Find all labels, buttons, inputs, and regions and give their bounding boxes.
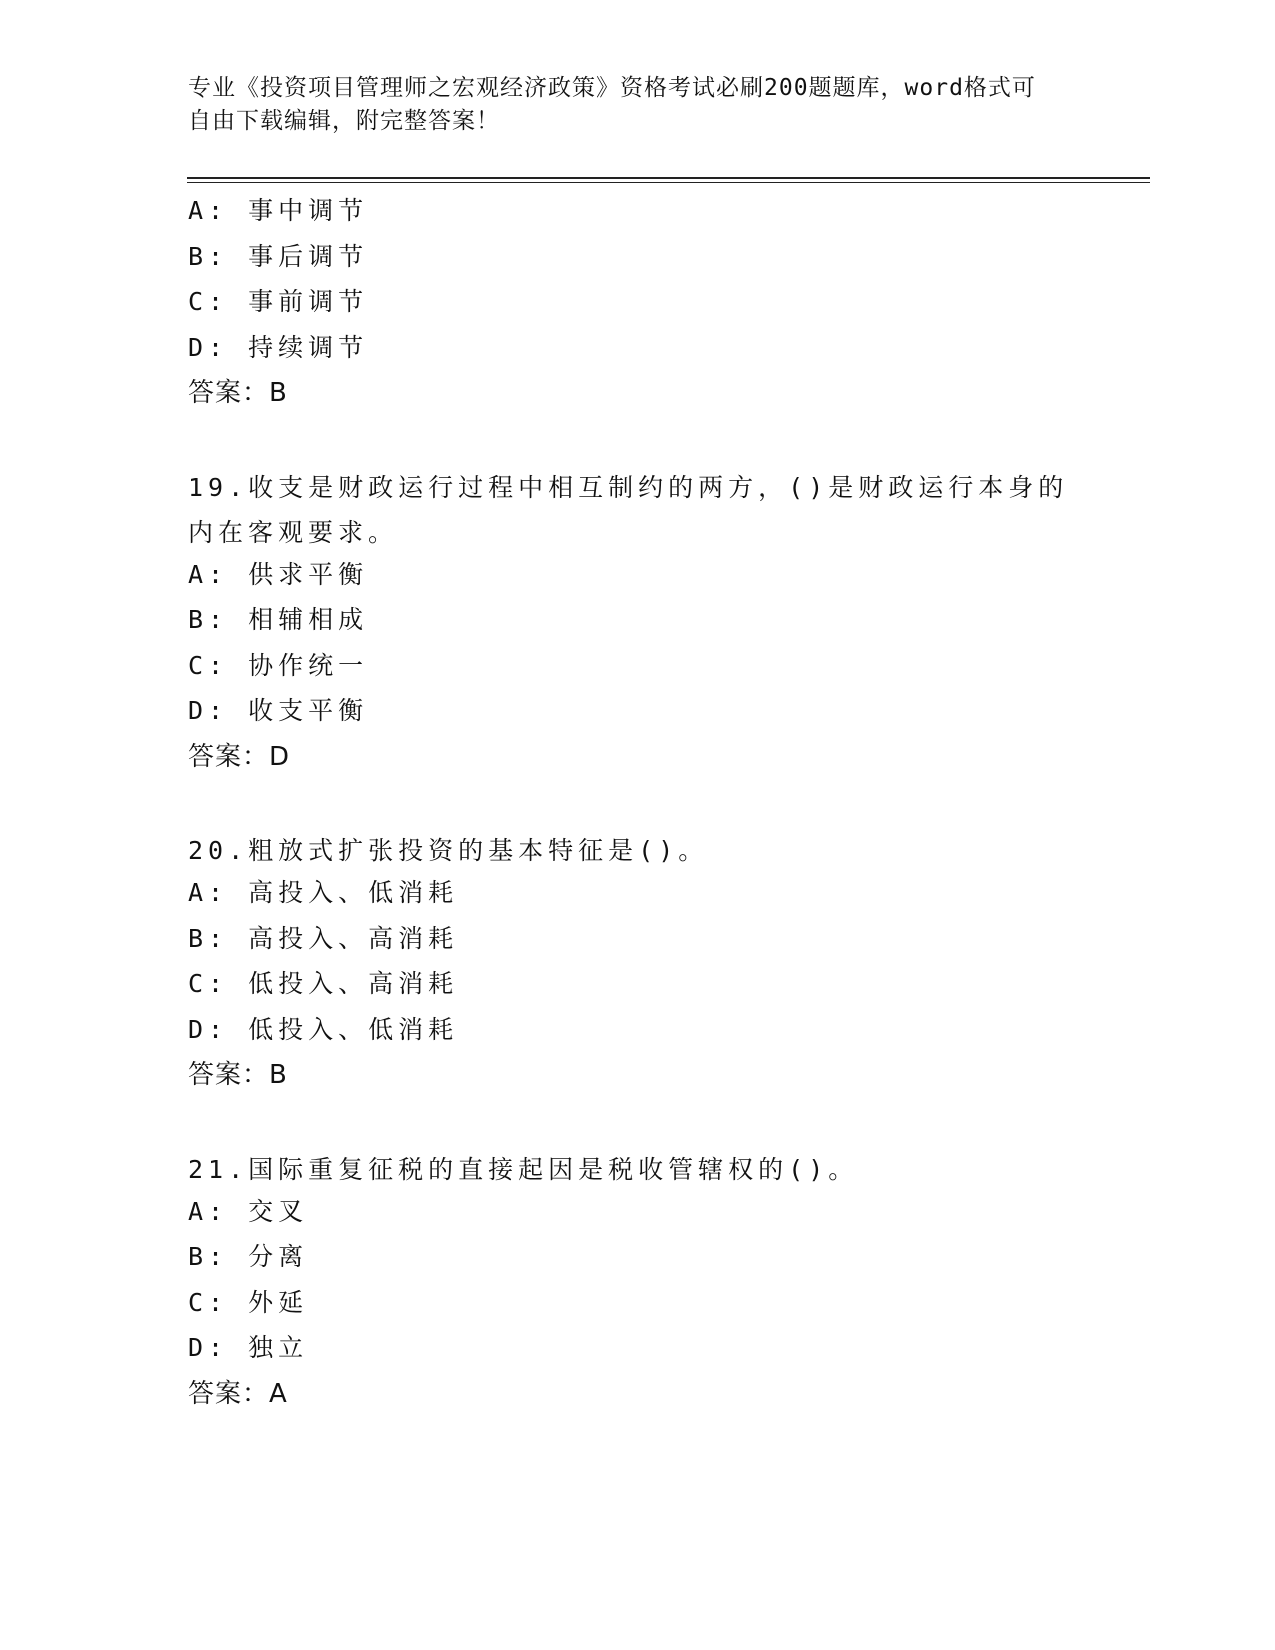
question-18-block [188, 191, 1088, 419]
question-text: 21.国际重复征税的直接起因是税收管辖权的()。 [188, 1154, 859, 1184]
option-a: A: 事中调节 [188, 196, 369, 225]
question-20-block [188, 828, 1088, 1101]
header-line-2: 自由下载编辑，附完整答案！ [188, 108, 500, 134]
answer-line: 答案：B [188, 1060, 288, 1090]
option-c: C: 低投入、高消耗 [188, 969, 459, 998]
option-b: B: 分离 [188, 1242, 309, 1271]
option-b: B: 事后调节 [188, 241, 369, 271]
question-text: 20.粗放式扩张投资的基本特征是()。 [188, 836, 709, 865]
header-rule-thin [187, 182, 1150, 183]
spacer [188, 419, 1088, 465]
option-d: D: 收支平衡 [188, 696, 369, 725]
question-21-block [188, 1147, 1088, 1420]
option-b: B: 相辅相成 [188, 605, 369, 634]
option-d: D: 独立 [188, 1333, 309, 1362]
answer-line: 答案：A [188, 1378, 288, 1409]
option-d: D: 低投入、低消耗 [188, 1014, 459, 1044]
question-content [188, 191, 1088, 1419]
option-c: C: 事前调节 [188, 287, 369, 316]
spacer [188, 1101, 1088, 1147]
question-text: 19.收支是财政运行过程中相互制约的两方，()是财政运行本身的内在客观要求。 [188, 472, 1069, 547]
header-line-1: 专业《投资项目管理师之宏观经济政策》资格考试必刷200题题库，word格式可 [188, 75, 1036, 101]
spacer [188, 782, 1088, 828]
question-19-block [188, 465, 1088, 783]
option-c: C: 协作统一 [188, 650, 369, 680]
option-b: B: 高投入、高消耗 [188, 923, 459, 953]
answer-line: 答案：B [188, 378, 288, 408]
answer-line: 答案：D [188, 741, 291, 772]
option-d: D: 持续调节 [188, 332, 369, 362]
option-c: C: 外延 [188, 1287, 309, 1317]
header-rule-thick [187, 177, 1150, 179]
option-a: A: 交叉 [188, 1196, 309, 1226]
option-a: A: 高投入、低消耗 [188, 878, 459, 907]
document-header [188, 72, 1088, 138]
option-a: A: 供求平衡 [188, 559, 369, 589]
